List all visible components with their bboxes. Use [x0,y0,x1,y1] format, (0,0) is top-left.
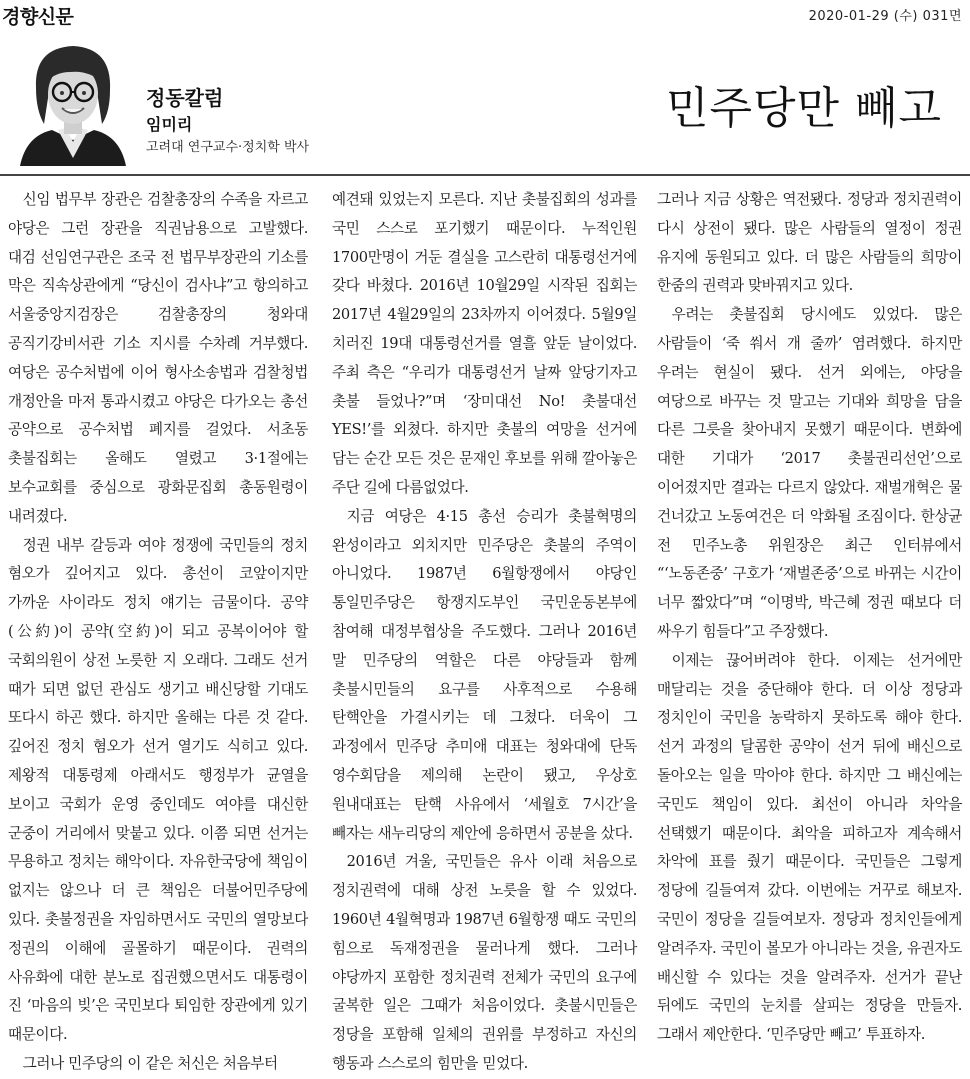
article-paragraph: 지금 여당은 4·15 총선 승리가 촛불혁명의 완성이라고 외치지만 민주당은 촛불의 주역이 아니었다. 1987년 6월항쟁에서 야당인 통일민주당은 항쟁지도부인 국민운동본부에 참여해 대정부협상을 주도했다. 그러나 2016년 말 민주당의 역할은 다른 야당들과 함께 촛불시민들의 요구를 사후적으로 수용해 탄핵안을 가결시키는 데 그쳤다. 더욱이 그 과정에서 민주당 추미애 대표는 청와대에 단독 영수회담을 제의해 논란이 됐고, 우상호 원내대표는 탄핵 사유에서 ‘세월호 7시간’을 빼자는 새누리당의 제안에 응하면서 공분을 샀다. [332,507,637,842]
column-name: 정동칼럼 [146,86,224,110]
article-column-1 [8,186,308,1079]
author-portrait [18,38,128,166]
article-paragraph: 정권 내부 갈등과 여야 정쟁에 국민들의 정치 혐오가 깊어지고 있다. 총선이 코앞이지만 가까운 사이라도 정치 얘기는 금물이다. 공약(公約)이 공약(空約)이 되고 공복이어야 할 국회의원이 상전 노릇한 지 오래다. 그래도 선거 때가 되면 없던 관심도 생기고 배신당할 기대도 또다시 하곤 했다. 하지만 올해는 다른 것 같다. 깊어진 정치 혐오가 선거 열기도 식히고 있다. 제왕적 대통령제 아래서도 행정부가 균열을 보이고 국회가 운영 중인데도 여야를 대신한 군중이 거리에서 맞붙고 있다. 이쯤 되면 선거는 무용하고 정치는 해악이다. 자유한국당에 책임이 없지는 않으나 더 큰 책임은 더불어민주당에 있다. 촛불정권을 자임하면서도 국민의 열망보다 정권의 이해에 골몰하기 때문이다. 권력의 사유화에 대한 분노로 집권했으면서도 대통령이 진 ‘마음의 빚’은 국민보다 퇴임한 장관에게 있기 때문이다. [8,536,308,1044]
article-column-2 [332,186,637,1079]
header-divider [0,174,970,176]
publication-dateline: 2020-01-29 (수) 031면 [808,9,962,24]
article-paragraph: 이제는 끊어버려야 한다. 이제는 선거에만 매달리는 것을 중단해야 한다. 더 이상 정당과 정치인이 국민을 농락하지 못하도록 해야 한다. 선거 과정의 달콤한 공약이 선거 뒤에 배신으로 돌아오는 일을 막아야 한다. 하지만 그 배신에는 국민도 책임이 있다. 최선이 아니라 차악을 선택했기 때문이다. 최악을 피하고자 계속해서 차악에 표를 줬기 때문이다. 국민들은 그렇게 정당에 길들여져 갔다. 이번에는 거꾸로 해보자. 국민이 정당을 길들여보자. 정당과 정치인들에게 알려주자. 국민이 볼모가 아니라는 것을, 유권자도 배신할 수 있다는 것을 알려주자. 선거가 끝난 뒤에도 국민의 눈치를 살피는 정당을 만들자. 그래서 제안한다. ‘민주당만 빼고’ 투표하자. [657,651,962,1044]
article-headline: 민주당만 빼고 [665,83,942,134]
article-column-3 [657,186,962,1050]
portrait-illustration [18,38,128,166]
article-paragraph: 그러나 지금 상황은 역전됐다. 정당과 정치권력이 다시 상전이 됐다. 많은 사람들의 열정이 정권 유지에 동원되고 있다. 더 많은 사람들의 희망이 한줌의 권력과 맞바꿔지고 있다. [657,191,962,295]
author-affiliation: 고려대 연구교수·정치학 박사 [146,140,310,155]
author-name: 임미리 [146,115,193,134]
article-paragraph: 그러나 민주당의 이 같은 처신은 처음부터 [22,1054,278,1072]
article-paragraph: 2016년 겨울, 국민들은 유사 이래 처음으로 정치권력에 대해 상전 노릇을 할 수 있었다. 1960년 4월혁명과 1987년 6월항쟁 때도 국민의 힘으로 독재정권을 물러나게 했다. 그러나 야당까지 포함한 정치권력 전체가 국민의 요구에 굴복한 일은 그때가 처음이었다. 촛불시민들은 정당을 포함해 일체의 권위를 부정하고 자신의 행동과 스스로의 힘만을 믿었다. [332,853,637,1072]
newspaper-masthead: 경향신문 [2,6,74,28]
article-paragraph: 우려는 촛불집회 당시에도 있었다. 많은 사람들이 ‘죽 쒀서 개 줄까’ 염려했다. 하지만 우려는 현실이 됐다. 선거 외에는, 야당을 여당으로 바꾸는 것 말고는 기대와 희망을 담을 다른 그릇을 찾아내지 못했기 때문이다. 변화에 대한 기대가 ‘2017 촛불권리선언’으로 이어졌지만 결과는 다르지 않았다. 재벌개혁은 물 건너갔고 노동여건은 더 악화될 조짐이다. 한상균 전 민주노총 위원장은 최근 인터뷰에서 “‘노동존중’ 구호가 ‘재벌존중’으로 바뀌는 시간이 너무 짧았다”며 “이명박, 박근혜 정권 때보다 더 싸우기 힘들다”고 주장했다. [657,306,962,640]
article-paragraph: 신임 법무부 장관은 검찰총장의 수족을 자르고 야당은 그런 장관을 직권남용으로 고발했다. 대검 선임연구관은 조국 전 법무부장관의 기소를 막은 직속상관에게 “당신이 검사냐”고 항의하고 서울중앙지검장은 검찰총장의 청와대 공직기강비서관 기소 지시를 수차례 거부했다. 여당은 공수처법에 이어 형사소송법과 검찰청법 개정안을 마저 통과시켰고 야당은 다가오는 총선 공약으로 공수처법 폐지를 걸었다. 서초동 촛불집회는 올해도 열렸고 3·1절에는 보수교회를 중심으로 광화문집회 총동원령이 내려졌다. [8,191,308,525]
article-paragraph: 예견돼 있었는지 모른다. 지난 촛불집회의 성과를 국민 스스로 포기했기 때문이다. 누적인원 1700만명이 거둔 결실을 고스란히 대통령선거에 갖다 바쳤다. 2016년 10월29일 시작된 집회는 2017년 4월29일의 23차까지 이어졌다. 5월9일 치러진 19대 대통령선거를 열흘 앞둔 날이었다. 주최 측은 “우리가 대통령선거 날짜 앞당기자고 촛불 들었나?”며 ‘장미대선 No! 촛불대선 YES!’를 외쳤다. 하지만 촛불의 여망을 선거에 담는 순간 모든 것은 문재인 후보를 위해 깔아놓은 주단 길에 다름없었다. [332,191,637,496]
